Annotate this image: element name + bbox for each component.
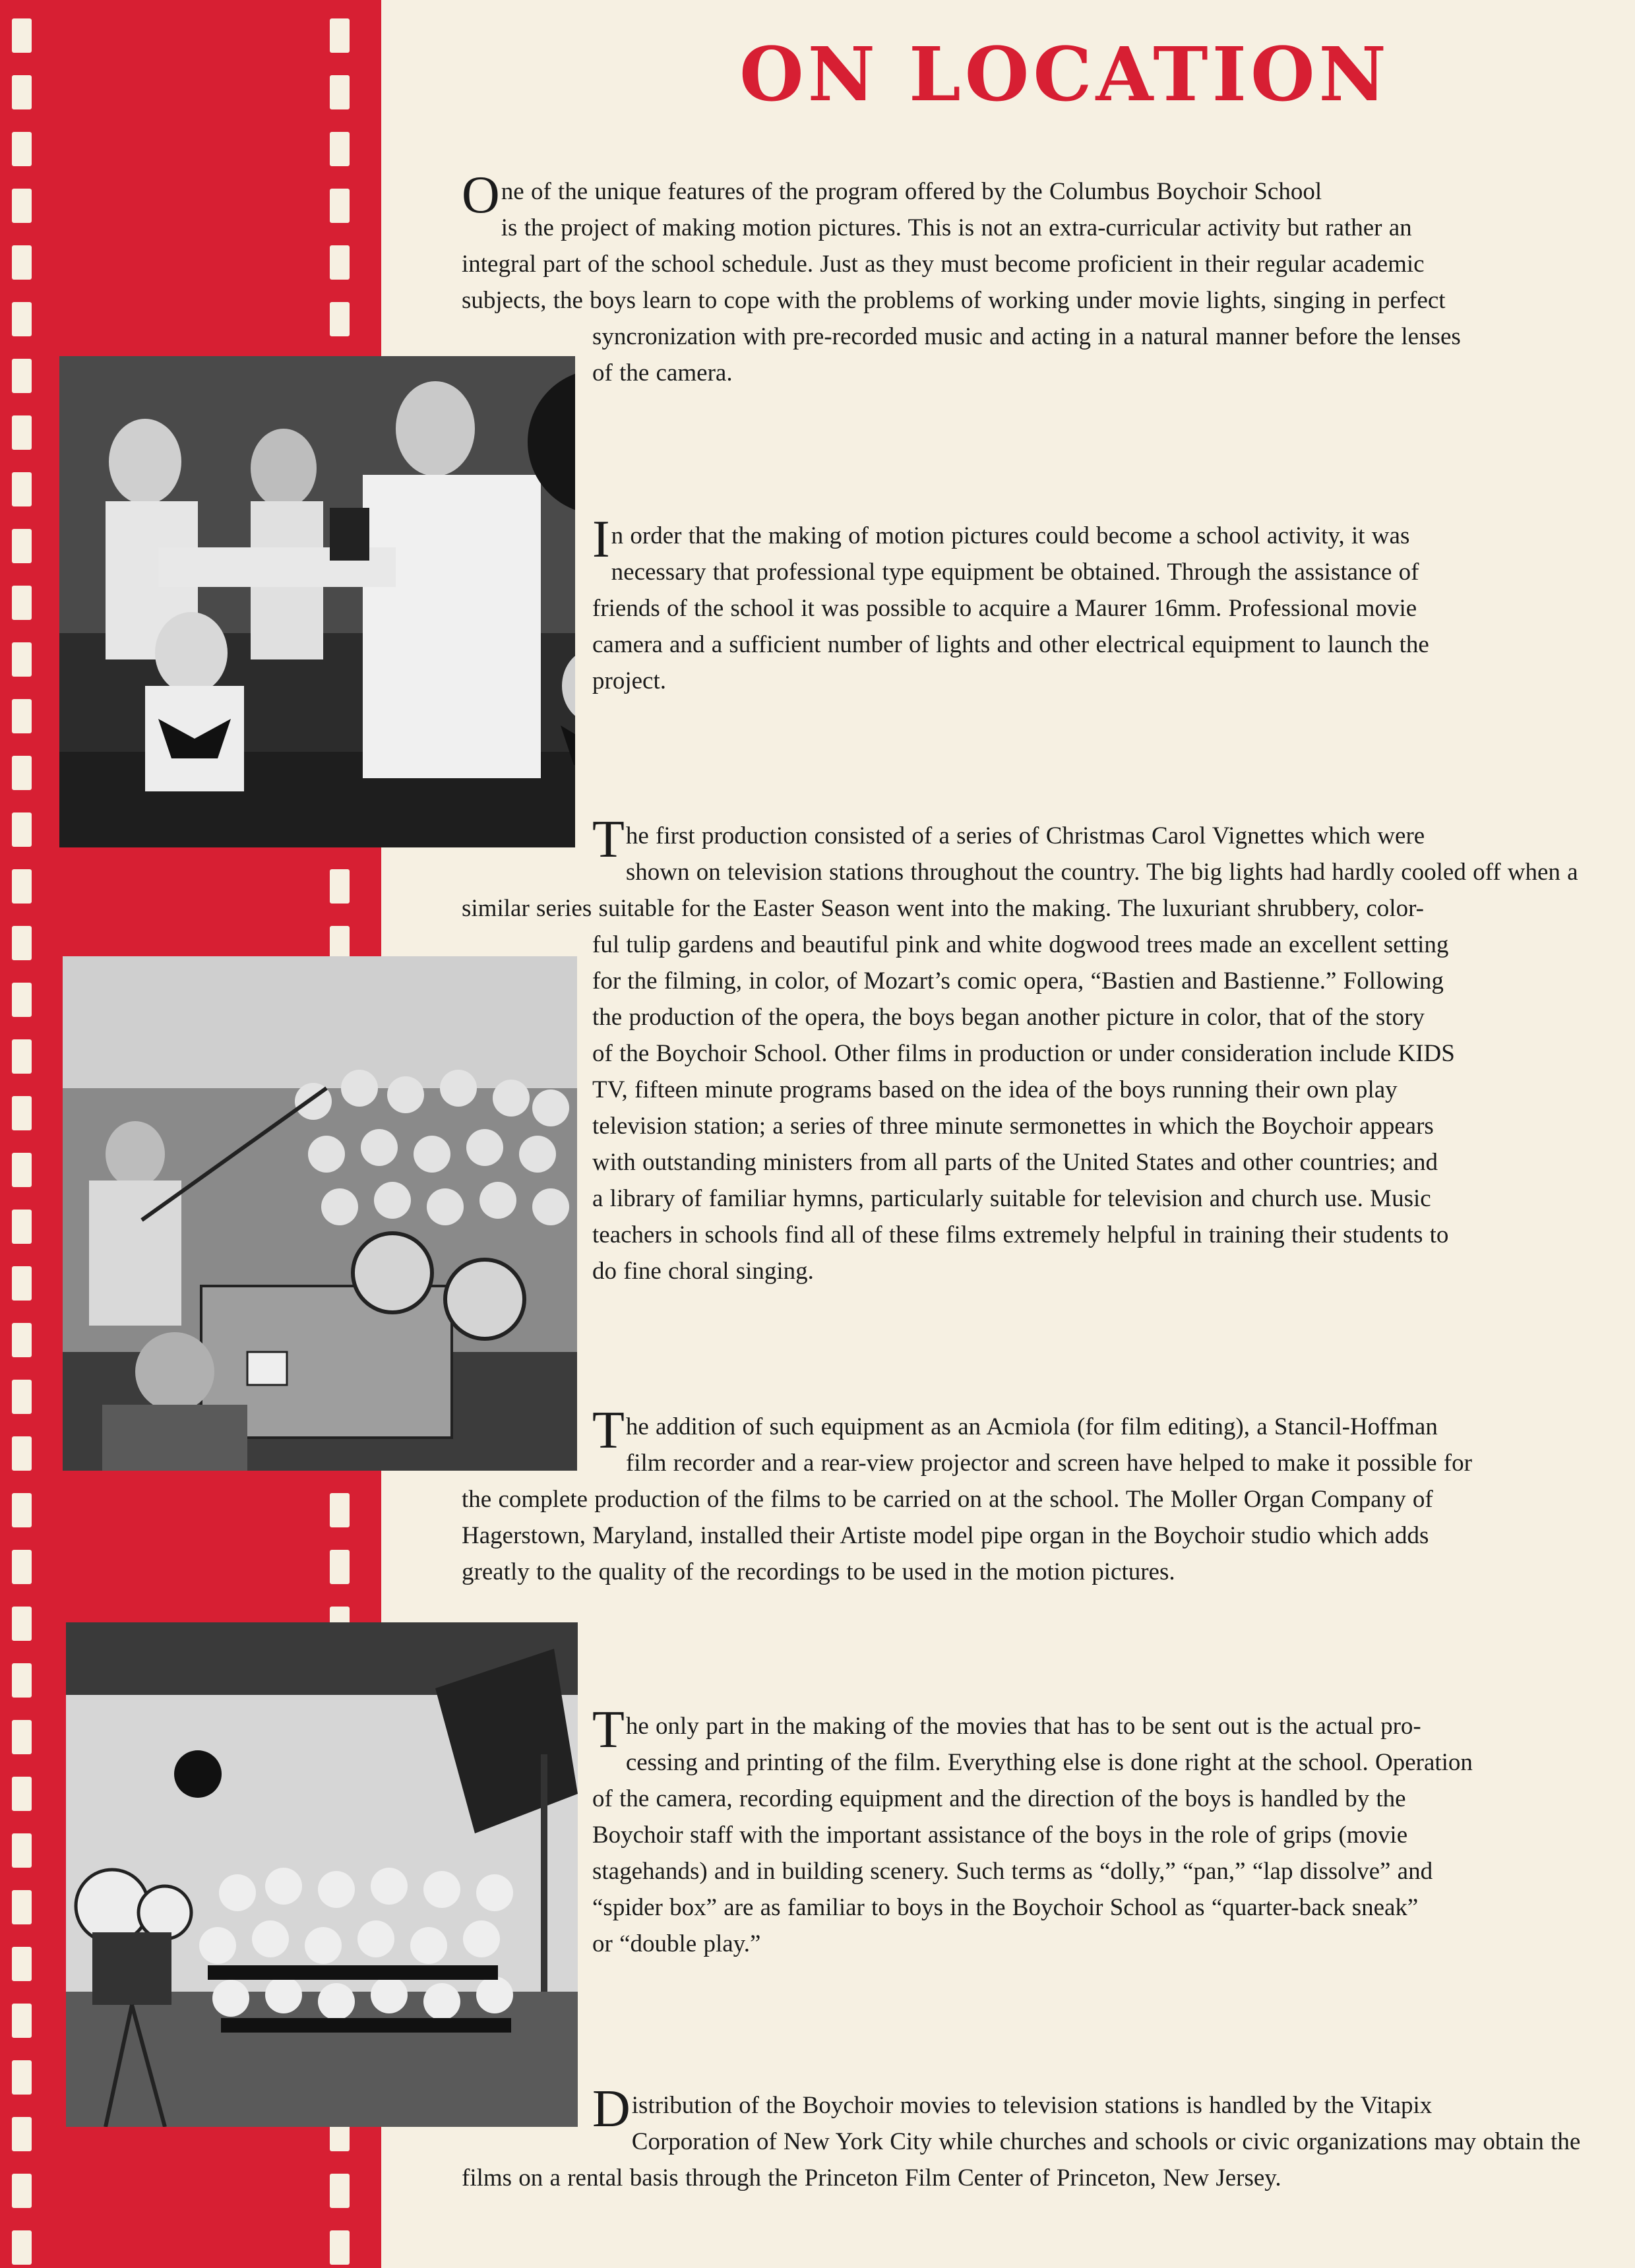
page-title: ON LOCATION	[739, 32, 1390, 118]
text-line: greatly to the quality of the recordings to be used in the motion pictures.	[462, 1558, 1175, 1585]
text-line: stagehands) and in building scenery. Such terms as “dolly,” “pan,” “lap dissolve” and	[592, 1858, 1433, 1885]
sprocket-hole	[12, 75, 32, 109]
text-line: ne of the unique features of the program offered by the Columbus Boychoir School	[501, 178, 1322, 205]
text-line: films on a rental basis through the Princeton Film Center of Princeton, New Jersey.	[462, 2164, 1281, 2191]
sprocket-hole	[330, 75, 350, 109]
sprocket-hole	[12, 1833, 32, 1868]
text-line: the complete production of the films to be carried on at the school. The Moller Organ Company of	[462, 1486, 1433, 1513]
sprocket-hole	[12, 756, 32, 790]
text-line: a library of familiar hymns, particularly suitable for television and church use. Music	[592, 1185, 1431, 1212]
sprocket-hole	[12, 2060, 32, 2095]
text-line: syncronization with pre-recorded music and acting in a natural manner before the lenses	[592, 323, 1461, 350]
text-line: is the project of making motion pictures. This is not an extra-curricular activity but rather an	[501, 214, 1412, 241]
sprocket-hole	[12, 1323, 32, 1357]
text-line: n order that the making of motion pictures could become a school activity, it was	[611, 522, 1410, 549]
text-line: of the camera.	[592, 359, 733, 386]
sprocket-hole	[12, 1663, 32, 1698]
sprocket-hole	[12, 415, 32, 450]
text-line: he first production consisted of a series of Christmas Carol Vignettes which were	[625, 822, 1425, 849]
sprocket-hole	[12, 1436, 32, 1471]
sprocket-hole	[12, 1947, 32, 1981]
sprocket-hole	[12, 812, 32, 847]
paragraph-intro	[462, 173, 1635, 391]
text-line: Hagerstown, Maryland, installed their Artiste model pipe organ in the Boychoir studio which adds	[462, 1522, 1429, 1549]
text-line: or “double play.”	[592, 1930, 761, 1957]
sprocket-hole	[12, 926, 32, 960]
sprocket-hole	[12, 1890, 32, 1924]
sprocket-hole	[12, 302, 32, 336]
text-line: necessary that professional type equipment be obtained. Through the assistance of	[611, 559, 1419, 586]
text-line: of the Boychoir School. Other films in production or under consideration include KIDS	[592, 1040, 1455, 1067]
sprocket-hole	[12, 132, 32, 166]
paragraph-equipment	[592, 518, 1635, 699]
sprocket-hole	[12, 359, 32, 393]
text-line: Boychoir staff with the important assistance of the boys in the role of grips (movie	[592, 1822, 1408, 1849]
sprocket-hole	[330, 18, 350, 53]
text-line: for the filming, in color, of Mozart’s comic opera, “Bastien and Bastienne.” Following	[592, 967, 1444, 995]
text-line: istribution of the Boychoir movies to television stations is handled by the Vitapix	[631, 2092, 1433, 2119]
sprocket-hole	[12, 529, 32, 563]
dropcap: T	[592, 1409, 625, 1459]
text-line: he addition of such equipment as an Acmiola (for film editing), a Stancil-Hoffman	[625, 1413, 1438, 1440]
text-line: he only part in the making of the movies that has to be sent out is the actual pro-	[625, 1713, 1421, 1740]
dropcap: T	[592, 1708, 625, 1759]
sprocket-hole	[12, 189, 32, 223]
sprocket-hole	[330, 1493, 350, 1527]
sprocket-hole	[12, 699, 32, 733]
sprocket-hole	[12, 1720, 32, 1754]
sprocket-hole	[330, 189, 350, 223]
sprocket-hole	[12, 18, 32, 53]
paragraph-editing	[462, 1409, 1635, 1590]
text-line: ful tulip gardens and beautiful pink and white dogwood trees made an excellent setting	[592, 931, 1449, 958]
sprocket-hole	[12, 2230, 32, 2265]
text-line: Corporation of New York City while churches and schools or civic organizations may obtain the	[631, 2128, 1581, 2155]
paragraph-productions	[462, 818, 1635, 1289]
text-line: TV, fifteen minute programs based on the idea of the boys running their own play	[592, 1076, 1398, 1103]
sprocket-hole	[12, 1153, 32, 1187]
photo-director-with-boys	[59, 356, 575, 847]
sprocket-hole	[12, 1777, 32, 1811]
text-line: camera and a sufficient number of lights and other electrical equipment to launch the	[592, 631, 1429, 658]
sprocket-hole	[12, 586, 32, 620]
sprocket-hole	[12, 983, 32, 1017]
sprocket-hole	[12, 1266, 32, 1301]
text-line: television station; a series of three minute sermonettes in which the Boychoir appears	[592, 1113, 1434, 1140]
sprocket-hole	[12, 472, 32, 506]
dropcap: I	[592, 518, 610, 568]
photo-choir-under-lights	[66, 1622, 578, 2127]
text-line: teachers in schools find all of these films extremely helpful in training their students to	[592, 1221, 1449, 1248]
sprocket-hole	[12, 1493, 32, 1527]
sprocket-hole	[330, 302, 350, 336]
sprocket-hole	[12, 642, 32, 677]
text-line: integral part of the school schedule. Just as they must become proficient in their regular academic	[462, 251, 1425, 278]
text-line: with outstanding ministers from all parts of the United States and other countries; and	[592, 1149, 1438, 1176]
sprocket-hole	[12, 1380, 32, 1414]
text-line: “spider box” are as familiar to boys in the Boychoir School as “quarter-back sneak”	[592, 1894, 1419, 1921]
text-line: do fine choral singing.	[592, 1258, 814, 1285]
dropcap: D	[592, 2087, 631, 2138]
sprocket-hole	[330, 2230, 350, 2265]
paragraph-processing	[592, 1708, 1635, 1962]
text-line: project.	[592, 667, 666, 694]
sprocket-hole	[330, 1550, 350, 1584]
sprocket-hole	[330, 245, 350, 280]
sprocket-hole	[12, 1550, 32, 1584]
text-line: similar series suitable for the Easter Season went into the making. The luxuriant shrubbery, color-	[462, 895, 1424, 922]
sprocket-hole	[12, 2117, 32, 2151]
sprocket-hole	[330, 869, 350, 904]
sprocket-hole	[12, 1210, 32, 1244]
sprocket-hole	[330, 132, 350, 166]
sprocket-hole	[12, 2174, 32, 2208]
sprocket-hole	[12, 1607, 32, 1641]
sprocket-hole	[12, 2004, 32, 2038]
text-line: of the camera, recording equipment and the direction of the boys is handled by the	[592, 1785, 1406, 1812]
sprocket-hole	[12, 245, 32, 280]
sprocket-hole	[12, 1096, 32, 1130]
text-line: the production of the opera, the boys began another picture in color, that of the story	[592, 1004, 1425, 1031]
text-line: subjects, the boys learn to cope with the problems of working under movie lights, singing in perfect	[462, 287, 1446, 314]
text-line: film recorder and a rear-view projector and screen have helped to make it possible for	[625, 1450, 1472, 1477]
sprocket-hole	[12, 1039, 32, 1074]
sprocket-hole	[12, 869, 32, 904]
dropcap: O	[462, 173, 500, 224]
sprocket-hole	[330, 926, 350, 960]
dropcap: T	[592, 818, 625, 869]
paragraph-distribution	[462, 2087, 1635, 2196]
text-line: friends of the school it was possible to acquire a Maurer 16mm. Professional movie	[592, 595, 1417, 622]
sprocket-hole	[330, 2174, 350, 2208]
text-line: cessing and printing of the film. Everything else is done right at the school. Operation	[625, 1749, 1473, 1776]
text-line: shown on television stations throughout the country. The big lights had hardly cooled off when a	[625, 859, 1578, 886]
